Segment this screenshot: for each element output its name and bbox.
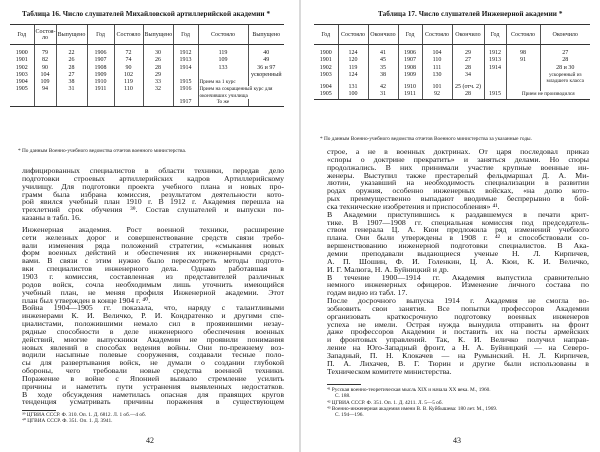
table-cell: 1912 [173, 50, 198, 57]
text-line: трехлетний срок обучения ³⁹. Состав слушателей и выпуски по- [22, 205, 284, 215]
text-line: инженерами К. И. Величко, Р. И. Кондратенко и другими спе- [22, 311, 284, 321]
text-line: рядные способности в деле инженерного обеспечения военных [22, 326, 284, 336]
text-line: Поражение в войне с Японией вызвало стремление усилить [22, 373, 284, 383]
table-cell: 45 [368, 57, 398, 64]
table-cell: 27 [56, 72, 87, 79]
text-line: Техническом комитете министерства. [327, 366, 452, 376]
table-cell: 28 [540, 57, 590, 64]
table-cell: 100 [338, 91, 368, 99]
table-16-header: Состоя-ло [34, 25, 56, 45]
table-17-header: Год [314, 25, 338, 45]
right-page [300, 0, 600, 452]
table-cell: 110 [422, 57, 452, 64]
table-16-header: Год [173, 25, 198, 45]
text-line: организовать краткосрочную подготовку военных инженеров [327, 311, 589, 321]
table-cell: 104 [34, 72, 56, 79]
table-cell [248, 99, 284, 107]
table-row [314, 65, 590, 72]
text-line: Инженерная академия. Рост военной техники, расширение [22, 224, 284, 234]
table-cell: 25 (отч. 2) [452, 84, 484, 91]
table-cell: 38 [56, 79, 87, 86]
table-cell: 28 и 30 [540, 65, 590, 72]
text-line: зобновить свои занятия. Все попытки профессоров Академии [327, 303, 589, 313]
table-cell: 1906 [398, 50, 422, 57]
table-16-header: Год [87, 25, 114, 45]
table-cell: 33 [143, 79, 173, 86]
table-cell: 133 [198, 65, 248, 72]
table-cell: 91 [506, 57, 540, 64]
table-cell: 26 [143, 57, 173, 64]
table-cell: 1909 [398, 72, 422, 84]
table-cell: ускоренный из младшего класса [540, 72, 590, 84]
text-line: годам видно из табл. 17. [327, 288, 408, 298]
table-cell: 120 [338, 57, 368, 64]
table-17-footnote: * По данным Военно-учебного ведомства отчетов Военного министерства за указанные годы. [320, 136, 532, 142]
table-row [10, 50, 284, 57]
table-cell: 35 [368, 65, 398, 72]
table-cell: 110 [114, 86, 143, 98]
table-cell [143, 99, 173, 107]
text-line: демии преподавали выдающиеся ученые Н. Л. Кирпичев, [327, 248, 589, 258]
table-16-header: Состояло [114, 25, 143, 45]
table-cell: 1901 [15, 57, 28, 64]
table-cell: 28 [143, 65, 173, 72]
table-cell: 27 [540, 50, 590, 57]
table-cell: 90 [114, 65, 143, 72]
table-cell: 1907 [87, 57, 114, 64]
table-cell: 1912 [484, 50, 506, 57]
text-line: циалистами, положившими немало сил в проявившими незау- [22, 319, 284, 329]
table-cell: 30 [143, 50, 173, 57]
footnote: ⁴⁰ ЦГВИА СССР. Ф. 351. Оп. 1. Д. 3941. [22, 418, 113, 425]
table-row [314, 91, 590, 99]
table-row [314, 72, 590, 84]
table-cell: ускоренный [248, 72, 284, 79]
table-cell: 42 [368, 84, 398, 91]
table-row [10, 86, 284, 98]
table-cell: 32 [143, 86, 173, 98]
text-line: учебный план, не меняя профиля Инженерной академии. Этот [22, 287, 284, 297]
table-cell: 1916 [173, 86, 198, 98]
table-17-header: Состояло [422, 25, 452, 45]
table-cell: 104 [422, 50, 452, 57]
table-cell: 28 [452, 65, 484, 72]
table-cell: 40 [248, 50, 284, 57]
left-body-text [22, 167, 284, 406]
table-cell: 1902 [15, 64, 28, 71]
table-16-header: Выпущено [143, 25, 173, 45]
table-16-caption: Таблица 16. Число слушателей Михайловской артиллерийской академии * [22, 10, 271, 18]
table-cell [484, 84, 506, 91]
table-cell: 1910 [87, 79, 114, 86]
text-line: вали изменения ряда положений стратегии, «смыкания новых [22, 240, 284, 250]
table-17-header: Окончило [540, 25, 590, 45]
text-line: лифицированных специалистов в области техники, передав дело [22, 166, 284, 175]
text-line: тенденция усматривать причины поражения в существующем [22, 397, 284, 407]
text-line: сети железных дорог и совершенствование средств связи требо- [22, 232, 284, 242]
text-line: ством генерала Ц. А. Кюи предложила ряд изменений учебного [327, 225, 589, 235]
text-line: грамм была избрана комиссия, результатом деятельности кото- [22, 189, 284, 199]
table-cell: 1915 [484, 91, 506, 99]
table-17-header: Окончило [368, 25, 398, 45]
table-cell: 29 [452, 50, 484, 57]
text-line: строе, а не в военных доктринах. От царя последовал приказ [327, 147, 589, 156]
text-line: родах оружия, особенно инженерных войсках, «на долю кото- [327, 186, 589, 196]
table-cell: 1906 [87, 50, 114, 57]
table-cell: 1911 [398, 91, 422, 99]
table-cell: 36 и 97 [248, 65, 284, 72]
footnote: ⁴² ЦГВИА СССР. Ф. 351. Оп. 1. Д. 4211. Л. 5—5 об. [327, 399, 443, 406]
table-cell: 101 [422, 84, 452, 91]
text-line: рой явился учебный план 1910 г. В 1912 г. Академия перешла на [22, 197, 284, 207]
table-17-header: Состояло [506, 25, 540, 45]
text-line: И. Г. Малюга, Н. А. Буйницкий и др. [327, 264, 449, 274]
table-cell [34, 99, 56, 107]
table-cell: 1902 [319, 64, 332, 71]
table-cell: 22 [56, 50, 87, 57]
text-line: Западный, П. Н. Клокачев — на Румынский. Н. Л. Кирпичев, [327, 350, 589, 360]
table-cell: 131 [338, 84, 368, 91]
table-cell: 1914 [173, 65, 198, 72]
text-line: В Академии приступившись к раздавшемуся в печати крит- [327, 209, 589, 219]
table-17-header: Год [398, 25, 422, 45]
footnote: ⁴¹ Русская военно-теоретическая мысль XIX и начала XX века. М., 1960. [327, 387, 491, 393]
text-line: успеха не имели. Острая нужда вынудила отправить на фронт [327, 319, 589, 329]
table-cell: 1903 [319, 71, 332, 78]
text-line: ска технические изобретения и приспособления» ⁴¹. [327, 201, 500, 211]
table-cell: 1900 [319, 50, 332, 56]
table-16-header: Выпущено [56, 25, 87, 45]
text-line: П. А. Лихачев, В. Г. Тюрин и другие были использованы в [327, 358, 589, 368]
table-cell: 1901 [319, 57, 332, 64]
text-line: родов войск, сочла необходимым лишь уточнить имеющийся [22, 279, 284, 289]
table-row [10, 99, 284, 107]
table-cell: 1914 [484, 65, 506, 72]
text-line: немного инженерных офицеров. Изменение личного состава по [327, 280, 589, 290]
table-cell [10, 99, 34, 107]
table-16-header: Год [10, 25, 34, 45]
text-line: плана. Они были утверждены в 1908 г. ⁴² и способствовали со- [327, 233, 589, 243]
table-cell: 119 [338, 65, 368, 72]
text-line: подготовки строевых артиллерийских кадров Артиллерийскому [22, 173, 284, 183]
table-16-footnote: * По данным Военно-учебного ведомства отчетов военного министерства. [18, 148, 187, 154]
text-line: ление на Юго-Западный фронт, а Н. А. Буйницкий — на Северо- [327, 343, 589, 353]
table-cell: 119 [114, 79, 143, 86]
table-cell: 1904 [319, 84, 332, 91]
right-footnotes [327, 387, 589, 418]
table-cell: 124 [338, 50, 368, 57]
table-cell: 1907 [398, 57, 422, 64]
table-row [314, 84, 590, 91]
text-line: форм военных действий и обеспечения их инженерными средст- [22, 248, 284, 258]
text-line: казаны в табл. 16. [22, 213, 81, 223]
table-cell: 1911 [87, 86, 114, 98]
table-cell: 1900 [15, 50, 28, 56]
table-cell [173, 72, 198, 79]
table-cell [114, 99, 143, 107]
table-cell: 49 [248, 57, 284, 64]
table-cell: 1917 [173, 99, 198, 107]
table-cell [506, 72, 540, 84]
table-cell: То же [198, 99, 248, 107]
table-cell: 74 [114, 57, 143, 64]
table-cell: 26 [56, 57, 87, 64]
footnote: ⁴³ Военно-инженерная академия имени В. В. Куйбышева: 180 лет. М., 1969. [327, 405, 498, 412]
text-line: продолжались. В них принимали участие крупные военные ин- [327, 162, 589, 172]
table-17-header-row [314, 25, 590, 45]
text-line: водили насыпные полевые сооружения, создавали тесные поло- [22, 350, 284, 360]
table-cell: 82 [34, 57, 56, 64]
text-line: вами. В связи с этим нужно было пересмотреть методы подгото- [22, 256, 284, 266]
table-17-header: Состояло [338, 25, 368, 45]
text-line: 1903 г. комиссия, составленная из представителей различных [22, 271, 284, 281]
table-cell: Прием не производился [506, 91, 590, 99]
table-cell: 72 [114, 50, 143, 57]
table-cell: 1904 [15, 79, 28, 86]
table-cell [56, 99, 87, 107]
table-17-caption: Таблица 17. Число слушателей Инженерной академии * [378, 10, 563, 18]
table-cell: 109 [198, 57, 248, 64]
text-line: причины и наметить пути устранения выявленных недостатков. [22, 381, 284, 391]
table-cell: 124 [338, 72, 368, 84]
table-cell: 38 [368, 72, 398, 84]
text-line: После досрочного выпуска 1914 г. Академия не смогла во- [327, 296, 589, 306]
table-cell: 28 [452, 91, 484, 99]
table-cell: 31 [56, 86, 87, 98]
text-line: и фронтовых управлений. Так, К. И. Величко получил направ- [327, 335, 589, 345]
text-line: В ходе обсуждения наметилась опасная для правящих кругов [22, 389, 284, 399]
table-cell: Прием на сокращенный курс для окончивших училища [198, 86, 284, 98]
page-number-left: 42 [146, 436, 154, 445]
table-cell: 130 [422, 72, 452, 84]
text-line: план был утвержден в конце 1904 г. ⁴⁰. [22, 295, 151, 305]
table-16-header: Состояло [198, 25, 248, 45]
text-line: В течение 1900—1914 гг. Академия выпустила сравнительно [327, 272, 589, 282]
table-cell [198, 72, 248, 79]
table-cell: 1908 [87, 65, 114, 72]
table-cell: 41 [368, 50, 398, 57]
table-cell [484, 72, 506, 84]
table-row [314, 50, 590, 57]
table-cell: 1913 [173, 57, 198, 64]
table-row [10, 57, 284, 64]
text-line: действий, многие выпускники Академии не проявили понимания [22, 334, 284, 344]
table-cell: 1905 [15, 86, 28, 93]
table-16-header-row [10, 25, 284, 45]
table-cell: 79 [34, 50, 56, 57]
table-cell: 1908 [398, 65, 422, 72]
text-line: вки специалистов инженерного дела. Однако работавшая в [22, 264, 284, 274]
footnote-rule [22, 410, 56, 411]
text-line: новых явлений в способах ведения войны. Они по-прежнему воз- [22, 342, 284, 352]
table-17-header: Год [484, 25, 506, 45]
footnote: С. 188. [335, 393, 351, 400]
table-cell: 1910 [398, 84, 422, 91]
table-cell: 28 [56, 65, 87, 72]
table-16 [10, 24, 284, 107]
table-cell: 102 [114, 72, 143, 79]
text-line: А. П. Шошин, Ф. И. Голенкин, Ц. А. Кюи, К. И. Величко, [327, 256, 589, 266]
table-cell [540, 84, 590, 91]
table-cell: 1905 [314, 91, 338, 99]
text-line: тике. В 1907—1908 гг. специальная комиссия под председатель- [327, 217, 589, 227]
table-cell: 1915 [173, 79, 198, 86]
text-line: Война 1904—1905 гг. показала, что, наряду с талантливыми [22, 303, 284, 313]
page-number-right: 43 [453, 436, 461, 445]
table-16-header: Выпущено [248, 25, 284, 45]
table-17 [314, 24, 590, 100]
table-cell: 98 [506, 50, 540, 57]
table-cell [506, 84, 540, 91]
table-cell: 1909 [87, 72, 114, 79]
text-line: женеры. Выступил также престарелый фельдмаршал Д. А. Ми- [327, 170, 589, 180]
text-line: училищу. Для подготовки проекта учебного плана и новых про- [22, 181, 284, 191]
left-footnotes [22, 412, 284, 425]
table-row [10, 72, 284, 79]
text-line: «споры о доктрине прекратить» и заняться делами. Но споры [327, 154, 589, 164]
text-line: рых преимущественно выпадают вводимые беспрерывно в бой- [327, 194, 589, 204]
table-cell [506, 65, 540, 72]
text-line: вершенствованию инженерной подготовки специалистов. В Ака- [327, 241, 589, 251]
table-cell: 111 [422, 65, 452, 72]
footnote: ³⁹ ЦГВИА СССР. Ф. 310. Оп. 1. Д. 6812. Л. 1 об.—4 об. [22, 412, 147, 418]
text-line: сы для развертывания войск, не думали о создании глубокой [22, 358, 284, 368]
table-cell: 94 [34, 86, 56, 98]
right-body-text [327, 148, 589, 375]
footnote: С. 194—196. [335, 412, 364, 419]
table-cell: 1913 [484, 57, 506, 64]
table-row [10, 65, 284, 72]
footnote-rule [327, 384, 361, 385]
table-cell: 92 [422, 91, 452, 99]
table-cell: 90 [34, 65, 56, 72]
table-cell: 27 [452, 57, 484, 64]
table-cell: 29 [143, 72, 173, 79]
table-cell: 34 [452, 72, 484, 84]
table-cell: 1903 [15, 71, 28, 78]
table-cell: 109 [34, 79, 56, 86]
table-cell: 31 [368, 91, 398, 99]
text-line: даже профессоров Академии и поставить их на посты армейских [327, 327, 589, 337]
text-line: обороны, чего требовали новые средства военной техники. [22, 366, 284, 376]
table-cell: Прием на 1 курс [198, 79, 248, 86]
table-cell [87, 99, 114, 107]
table-cell: 119 [198, 50, 248, 57]
table-17-header: Окончило [452, 25, 484, 45]
text-line: лютин, указавший на необходимость специализации в развитии [327, 178, 589, 188]
table-row [314, 57, 590, 64]
